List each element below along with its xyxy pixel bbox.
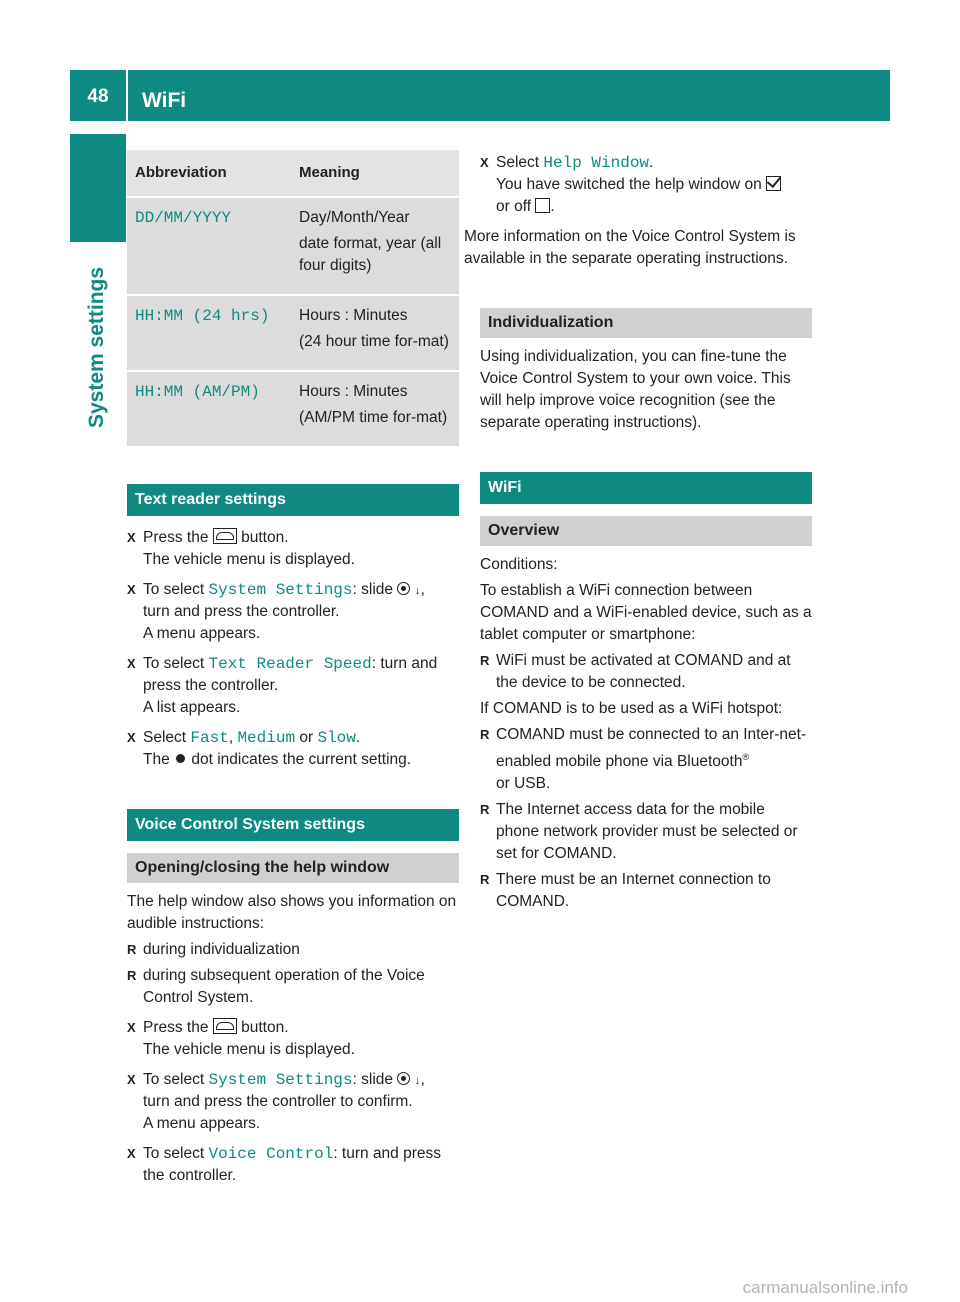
arrow-down-icon: ↓ xyxy=(414,1073,421,1087)
page-title: WiFi xyxy=(142,89,187,112)
wifi-paragraph: To establish a WiFi connection between COMAND and a WiFi-enabled device, such as a tablet computer or smartphone: xyxy=(480,582,812,643)
header-divider xyxy=(126,70,128,121)
abbr-value: HH:MM (24 hrs) xyxy=(135,307,270,325)
help-window-subheading: Opening/closing the help window xyxy=(127,853,459,883)
option-fast: Fast xyxy=(190,729,229,747)
instruction-step: X To select Voice Control: turn and press the controller. xyxy=(127,1143,459,1187)
selected-dot-icon xyxy=(176,754,185,763)
meaning-detail: date format, year (all four digits) xyxy=(299,235,442,274)
table-row xyxy=(127,295,459,371)
menu-item-system-settings: System Settings xyxy=(208,581,353,599)
list-item: R during subsequent operation of the Voice Control System. xyxy=(127,965,459,1009)
table-row xyxy=(127,371,459,446)
instruction-step: X Press the button. The vehicle menu is displayed. xyxy=(127,1017,459,1061)
menu-item-help-window: Help Window xyxy=(543,154,650,172)
abbreviation-table xyxy=(127,150,459,446)
more-info-text: More information on the Voice Control System is available in the separate operating instructions. xyxy=(464,228,796,267)
individualization-subheading: Individualization xyxy=(480,308,812,338)
side-label: System settings xyxy=(85,266,108,428)
menu-item-system-settings: System Settings xyxy=(208,1071,353,1089)
abbr-value: DD/MM/YYYY xyxy=(135,209,232,227)
list-item: R COMAND must be connected to an Inter-net-enabled mobile phone via Bluetooth® or USB. xyxy=(480,724,812,795)
instruction-step: X Press the button. The vehicle menu is displayed. xyxy=(127,527,459,571)
meaning-value: Hours : Minutes xyxy=(299,307,408,324)
instruction-step: X To select Text Reader Speed: turn and press the controller. A list appears. xyxy=(127,653,459,719)
controller-icon xyxy=(397,582,410,595)
menu-item-text-reader-speed: Text Reader Speed xyxy=(208,655,372,673)
instruction-step: X To select System Settings: slide ↓, turn and press the controller. A menu appears. xyxy=(127,579,459,645)
list-item: R The Internet access data for the mobile phone network provider must be selected or set for COMAND. xyxy=(480,799,812,865)
instruction-step: X Select Fast, Medium or Slow. The dot indicates the current setting. xyxy=(127,727,459,771)
checkbox-checked-icon xyxy=(766,176,781,191)
list-item: R during individualization xyxy=(127,939,459,961)
option-medium: Medium xyxy=(237,729,296,747)
list-item: R There must be an Internet connection to COMAND. xyxy=(480,869,812,913)
instruction-step: X To select System Settings: slide ↓, turn and press the controller to confirm. A menu appears. xyxy=(127,1069,459,1135)
page-header xyxy=(70,70,890,121)
left-column xyxy=(127,150,459,1195)
meaning-detail: (24 hour time for-mat) xyxy=(299,333,449,350)
text-reader-heading: Text reader settings xyxy=(127,484,459,516)
meaning-detail: (AM/PM time for-mat) xyxy=(299,409,448,426)
list-item: R WiFi must be activated at COMAND and at the device to be connected. xyxy=(480,650,812,694)
meaning-value: Day/Month/Year xyxy=(299,209,410,226)
right-column xyxy=(464,152,812,917)
vehicle-button-icon xyxy=(213,528,237,544)
page-number: 48 xyxy=(87,86,109,107)
side-tab xyxy=(70,134,126,242)
voice-intro: The help window also shows you information on audible instructions: xyxy=(127,893,457,932)
arrow-down-icon: ↓ xyxy=(414,583,421,597)
conditions-label: Conditions: xyxy=(480,556,558,573)
abbr-value: HH:MM (AM/PM) xyxy=(135,383,260,401)
wifi-paragraph: If COMAND is to be used as a WiFi hotspot: xyxy=(480,700,783,717)
instruction-step: X Select Help Window. You have switched the help window on or off . xyxy=(480,152,812,218)
checkbox-empty-icon xyxy=(535,198,550,213)
wifi-heading: WiFi xyxy=(480,472,812,504)
table-row xyxy=(127,197,459,295)
controller-icon xyxy=(397,1072,410,1085)
table-header-abbreviation: Abbreviation xyxy=(127,150,291,197)
option-slow: Slow xyxy=(317,729,356,747)
vehicle-button-icon xyxy=(213,1018,237,1034)
overview-subheading: Overview xyxy=(480,516,812,546)
individualization-text: Using individualization, you can fine-tune the Voice Control System to your own voice. This will help improve voice recognition (see the separate operating instructions). xyxy=(480,348,791,431)
voice-control-heading: Voice Control System settings xyxy=(127,809,459,841)
menu-item-voice-control: Voice Control xyxy=(208,1145,334,1163)
table-header-meaning: Meaning xyxy=(291,150,459,197)
watermark: carmanualsonline.info xyxy=(742,1278,908,1297)
meaning-value: Hours : Minutes xyxy=(299,383,408,400)
